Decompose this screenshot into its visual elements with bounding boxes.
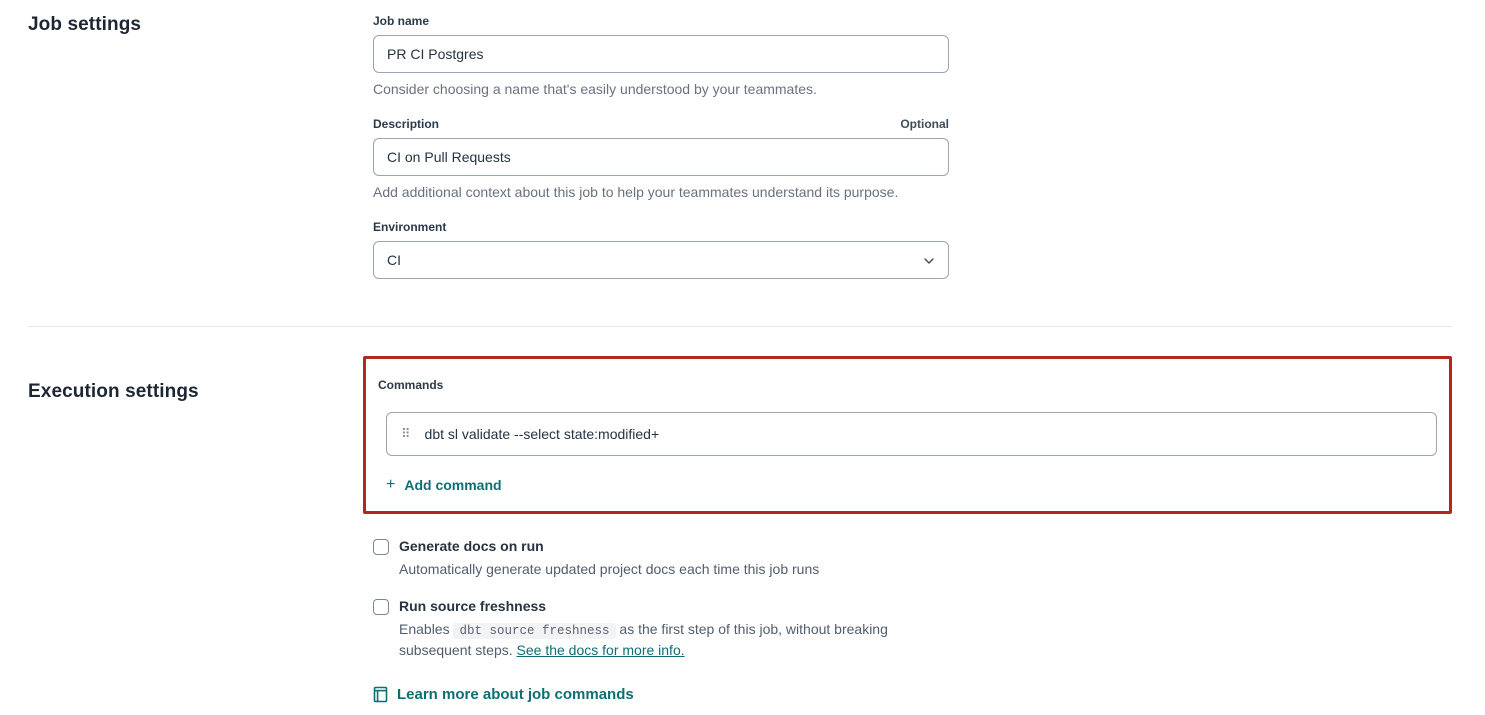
optional-badge: Optional xyxy=(900,117,949,131)
job-name-helper: Consider choosing a name that's easily understood by your teammates. xyxy=(373,81,817,97)
description-label: Description xyxy=(373,117,440,131)
job-name-input[interactable] xyxy=(373,35,949,73)
learn-more-button[interactable] xyxy=(373,686,634,703)
job-settings-title: Job settings xyxy=(28,14,142,35)
generate-docs-label: Generate docs on run xyxy=(399,538,544,554)
job-settings-section xyxy=(28,14,1452,279)
environment-field-group xyxy=(373,220,949,279)
source-freshness-checkbox[interactable] xyxy=(373,599,389,615)
code-snippet: dbt source freshness xyxy=(453,623,615,639)
plus-icon: + xyxy=(386,476,396,493)
description-helper: Add additional context about this job to help your teammates understand its purpose. xyxy=(373,184,899,200)
book-icon xyxy=(373,686,388,703)
execution-settings-title: Execution settings xyxy=(28,381,199,402)
generate-docs-description: Automatically generate updated project docs each time this job runs xyxy=(399,561,820,577)
see-docs-link[interactable]: See the docs for more info. xyxy=(516,642,685,659)
learn-more-label: Learn more about job commands xyxy=(397,685,634,703)
job-name-field-group xyxy=(373,14,949,97)
environment-select[interactable] xyxy=(373,241,949,279)
add-command-button[interactable] xyxy=(386,477,502,493)
add-command-label: Add command xyxy=(404,477,502,493)
execution-settings-content xyxy=(373,356,1452,708)
environment-label: Environment xyxy=(373,220,447,234)
description-input[interactable] xyxy=(373,138,949,176)
generate-docs-group xyxy=(373,538,1452,579)
source-freshness-group xyxy=(373,598,1452,660)
description-field-group xyxy=(373,117,949,200)
commands-label: Commands xyxy=(378,378,444,392)
execution-settings-section xyxy=(28,356,1452,708)
source-freshness-label: Run source freshness xyxy=(399,598,547,615)
commands-highlight-box xyxy=(363,356,1452,514)
generate-docs-checkbox[interactable] xyxy=(373,539,389,555)
environment-selected-value: CI xyxy=(387,252,401,268)
command-input[interactable] xyxy=(425,426,1422,442)
drag-handle-icon[interactable]: ⠿ xyxy=(401,426,411,442)
chevron-down-icon xyxy=(923,252,935,268)
job-name-label: Job name xyxy=(373,14,430,28)
section-divider xyxy=(28,326,1452,327)
source-freshness-description: Enables dbt source freshness as the first step of this job, without breaking subsequent steps. See the docs for more info. xyxy=(399,621,888,659)
job-settings-fields xyxy=(373,14,949,279)
command-row xyxy=(386,412,1437,456)
